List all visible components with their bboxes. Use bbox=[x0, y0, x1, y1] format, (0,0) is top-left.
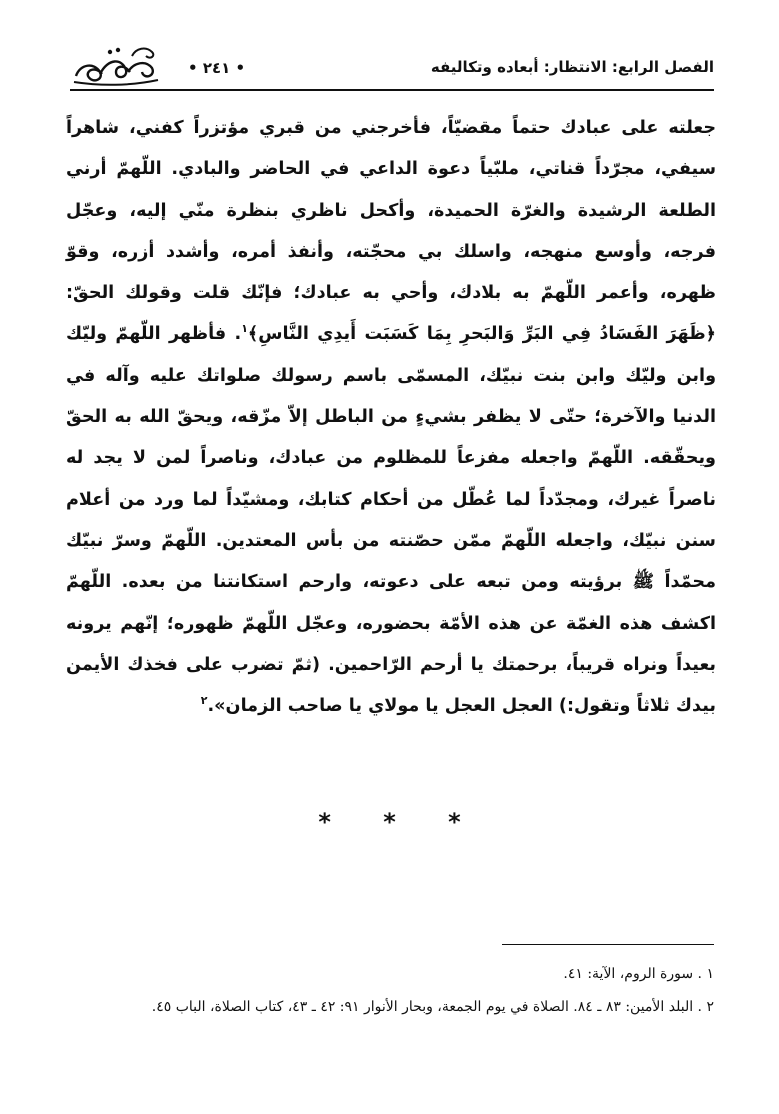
footnote-1: ١ . سورة الروم، الآية: ٤١. bbox=[563, 966, 714, 982]
header-divider bbox=[70, 89, 714, 91]
chapter-title: الفصل الرابع: الانتظار: أبعاده وتكاليفه bbox=[430, 58, 714, 76]
page-header bbox=[70, 44, 714, 88]
main-text bbox=[66, 108, 716, 727]
text-end: برؤيته ومن تبعه على دعوته، وارحم استكانتنا من بعده. اللّهمّ اكشف هذه الغمّة عن هذه الأمّة بحضوره، وعجّل اللّهمّ ظهوره؛ إنّهم يرونه بعيداً ونراه قريباً، برحمتك يا أرحم الرّاحمين. (ثمّ تضرب على فخذك الأيمن بيدك ثلاثاً وتقول:) العجل العجل يا مولاي يا صاحب الزمان». bbox=[66, 572, 716, 717]
footnote-ref-1[interactable]: ١ bbox=[241, 322, 248, 336]
footnote-ref-2[interactable]: ٢ bbox=[200, 694, 208, 708]
salawat-symbol: ﷺ bbox=[632, 572, 654, 593]
page-number: • ٢٤١ • bbox=[188, 59, 246, 77]
text-middle: . فأظهر اللّهمّ وليّك وابن وليّك وابن بنت نبيّك، المسمّى باسم رسولك صلواتك عليه وآله في الدنيا والآخرة؛ حتّى لا يظفر بشيءٍ من الباطل إلاّ مزّقه، ويحقّ الله به الحقّ ويحقّقه. اللّهمّ واجعله مفزعاً للمظلوم من عبادك، وناصراً لمن لا يجد له ناصراً غيرك، ومجدّداً لما عُطّل من أحكام كتابك، ومشيّداً لما ورد من أعلام سنن نبيّك، واجعله اللّهمّ ممّن حصّنته من بأس المعتدين. اللّهمّ وسرّ نبيّك محمّداً bbox=[66, 324, 717, 593]
footnote-divider bbox=[502, 944, 714, 945]
footnote-2: ٢ . البلد الأمين: ٨٣ ـ ٨٤. الصلاة في يوم الجمعة، وبحار الأنوار ٩١: ٤٢ ـ ٤٣، كتاب الصلاة، الباب ٤٥. bbox=[151, 999, 714, 1015]
section-separator: * * * bbox=[318, 808, 483, 836]
text-before-verse: جعلته على عبادك حتماً مقضيّاً، فأخرجني من قبري مؤتزراً كفني، شاهراً سيفي، مجرّداً قناتي، ملبّياً دعوة الداعي في الحاضر والبادي. اللّهمّ أرني الطلعة الرشيدة والغرّة الحميدة، وأكحل ناظري بنظرة منّي إليه، وعجّل فرجه، وأوسع منهجه، واسلك بي محجّته، وأنفذ أمره، وأشدد أزره، وقوّ ظهره، وأعمر اللّهمّ به بلادك، وأحي به عبادك؛ فإنّك قلت وقولك الحقّ: bbox=[66, 118, 716, 304]
calligraphy-ornament-icon bbox=[70, 44, 162, 88]
prayer-paragraph bbox=[66, 108, 716, 727]
footnotes bbox=[66, 958, 714, 1024]
quran-verse: ﴿ظَهَرَ الفَسَادُ فِي البَرِّ وَالبَحرِ بِمَا كَسَبَت أَيدِي النَّاسِ﴾ bbox=[247, 324, 716, 345]
